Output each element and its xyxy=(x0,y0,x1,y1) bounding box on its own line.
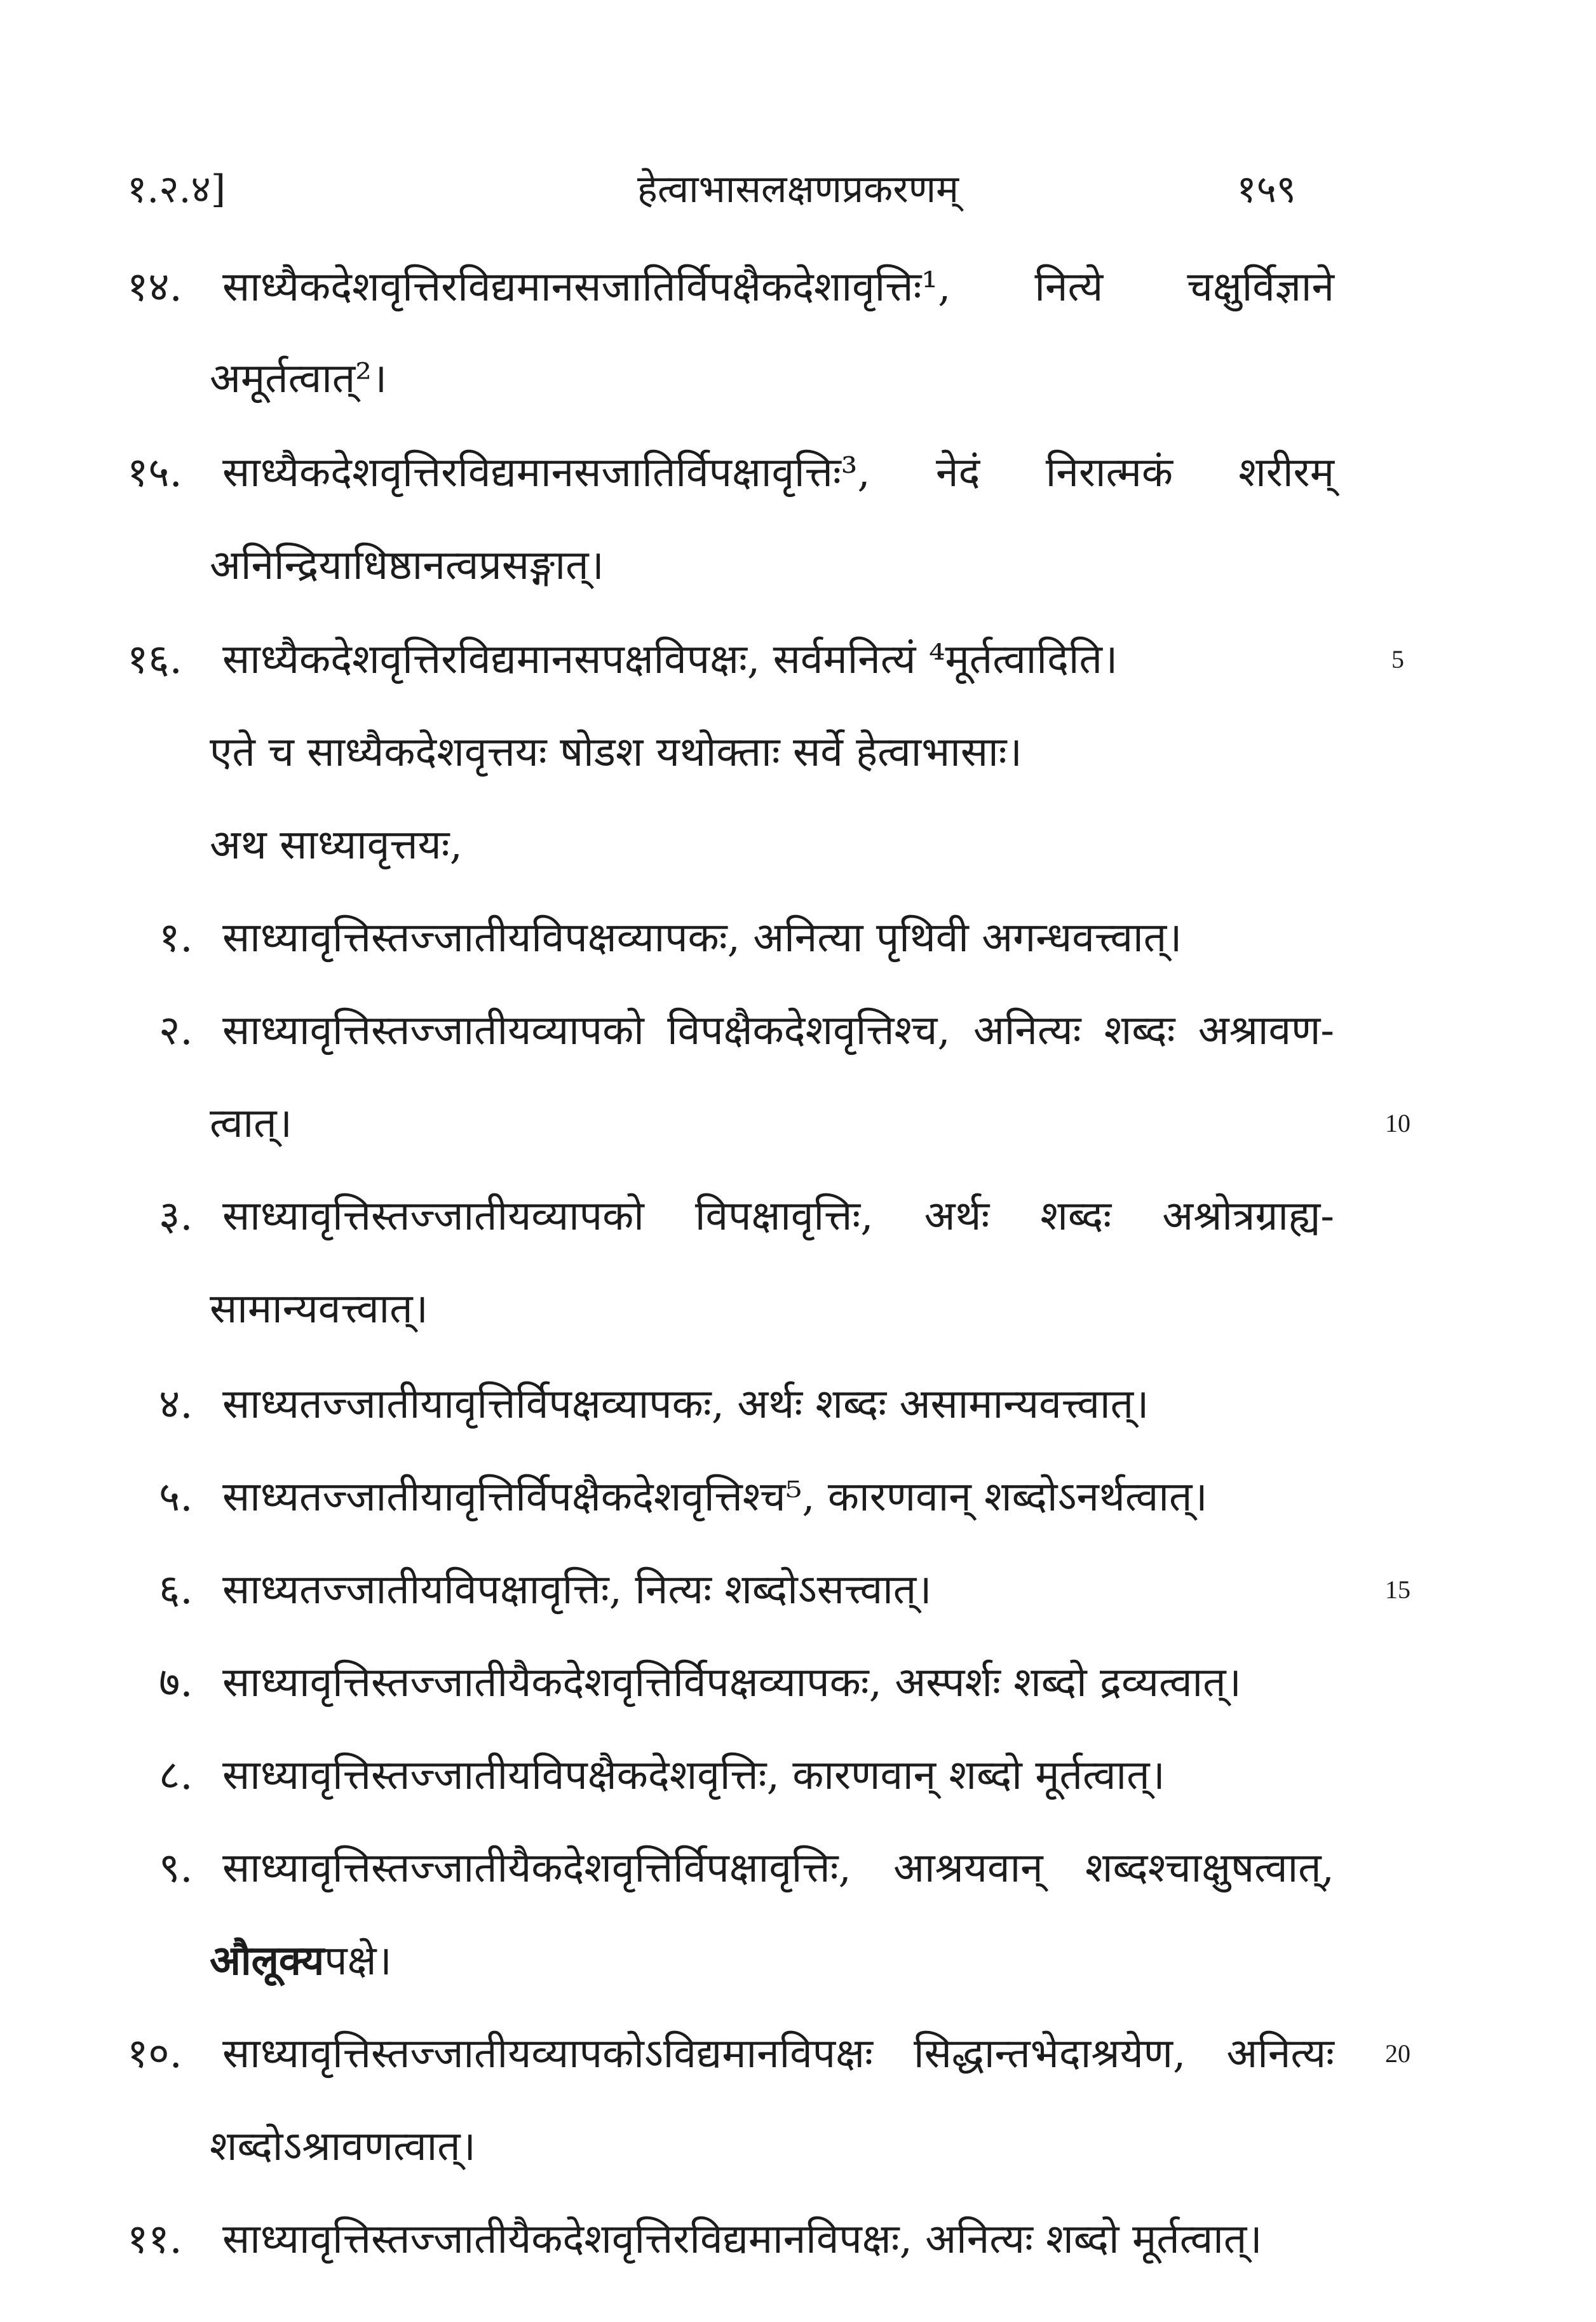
line-text: अमूर्तत्वात्²। xyxy=(210,355,388,402)
line-text: साध्यैकदेशवृत्तिरविद्यमानसजातिर्विपक्षैकदेशावृत्तिः¹, नित्ये चक्षुर्विज्ञाने xyxy=(222,264,1334,311)
item-number: ७. xyxy=(159,1659,193,1706)
item-number: ५. xyxy=(159,1474,193,1521)
line-text: साध्यावृत्तिस्तज्जातीयव्यापको विपक्षैकदेशवृत्तिश्च, अनित्यः शब्दः अश्रावण- xyxy=(222,1007,1334,1054)
item-number: १४. xyxy=(127,264,182,311)
item-number: ८. xyxy=(159,1752,193,1799)
line-text: साध्यतज्जातीयविपक्षावृत्तिः, नित्यः शब्दोऽसत्त्वात्। xyxy=(222,1566,932,1613)
line-text: अथ साध्यावृत्तयः, xyxy=(210,822,463,869)
margin-line-number: 15 xyxy=(1385,1575,1410,1604)
line-text: साध्यावृत्तिस्तज्जातीयव्यापको विपक्षावृत्तिः, अर्थः शब्दः अश्रोत्रग्राह्य- xyxy=(222,1193,1334,1240)
line-text-rest: पक्षे। xyxy=(324,1938,392,1985)
line-text: साध्यतज्जातीयावृत्तिर्विपक्षैकदेशवृत्तिश्च⁵, कारणवान् शब्दोऽनर्थत्वात्। xyxy=(222,1474,1208,1521)
line-text: त्वात्। xyxy=(210,1100,292,1147)
item-number: ३. xyxy=(159,1193,193,1240)
school-name-bold: औलूक्य xyxy=(210,1937,325,1985)
item-number: ११. xyxy=(127,2216,182,2263)
line-text: साध्यावृत्तिस्तज्जातीयविपक्षैकदेशवृत्तिः, कारणवान् शब्दो मूर्तत्वात्। xyxy=(222,1752,1165,1799)
line-text: साध्यावृत्तिस्तज्जातीयैकदेशवृत्तिर्विपक्षावृत्तिः, आश्रयवान् शब्दश्चाक्षुषत्वात्, xyxy=(222,1845,1334,1892)
item-number: ६. xyxy=(159,1566,193,1613)
item-number: १५. xyxy=(127,449,182,496)
line-text: साध्यैकदेशवृत्तिरविद्यमानसपक्षविपक्षः, सर्वमनित्यं ⁴मूर्तत्वादिति। xyxy=(222,636,1118,683)
item-number: ९. xyxy=(159,1845,193,1892)
margin-line-number: 10 xyxy=(1385,1109,1410,1137)
item-number: १६. xyxy=(127,636,182,683)
line-text: साध्यतज्जातीयावृत्तिर्विपक्षव्यापकः, अर्थः शब्दः असामान्यवत्त्वात्। xyxy=(222,1381,1149,1428)
running-title: हेत्वाभासलक्षणप्रकरणम् xyxy=(637,167,959,212)
line-text: एते च साध्यैकदेशवृत्तयः षोडश यथोक्ताः सर्वे हेत्वाभासाः। xyxy=(210,729,1022,776)
margin-line-number: 20 xyxy=(1385,2039,1410,2068)
line-text: अनिन्द्रियाधिष्ठानत्वप्रसङ्गात्। xyxy=(210,542,604,589)
page-number: १५९ xyxy=(1236,167,1296,212)
item-number: २. xyxy=(159,1007,193,1054)
line-text: साध्यैकदेशवृत्तिरविद्यमानसजातिर्विपक्षावृत्तिः³, नेदं निरात्मकं शरीरम् xyxy=(222,449,1334,496)
item-number: ४. xyxy=(159,1381,193,1428)
line-text: साध्यावृत्तिस्तज्जातीयविपक्षव्यापकः, अनित्या पृथिवी अगन्धवत्त्वात्। xyxy=(222,914,1182,961)
line-text: साध्यावृत्तिस्तज्जातीयैकदेशवृत्तिरविद्यमानविपक्षः, अनित्यः शब्दो मूर्तत्वात्। xyxy=(222,2216,1262,2263)
item-number: १०. xyxy=(127,2030,182,2077)
line-text: साध्यावृत्तिस्तज्जातीयव्यापकोऽविद्यमानविपक्षः सिद्धान्तभेदाश्रयेण, अनित्यः xyxy=(222,2030,1334,2077)
line-text: साध्यावृत्तिस्तज्जातीयैकदेशवृत्तिर्विपक्षव्यापकः, अस्पर्शः शब्दो द्रव्यत्वात्। xyxy=(222,1659,1241,1706)
section-reference: १.२.४] xyxy=(127,167,226,212)
item-number: १. xyxy=(159,914,193,961)
line-text: सामान्यवत्त्वात्। xyxy=(210,1286,428,1333)
line-text xyxy=(210,1929,1322,1993)
margin-line-number: 5 xyxy=(1391,645,1404,674)
line-text: शब्दोऽश्रावणत्वात्। xyxy=(210,2123,476,2170)
